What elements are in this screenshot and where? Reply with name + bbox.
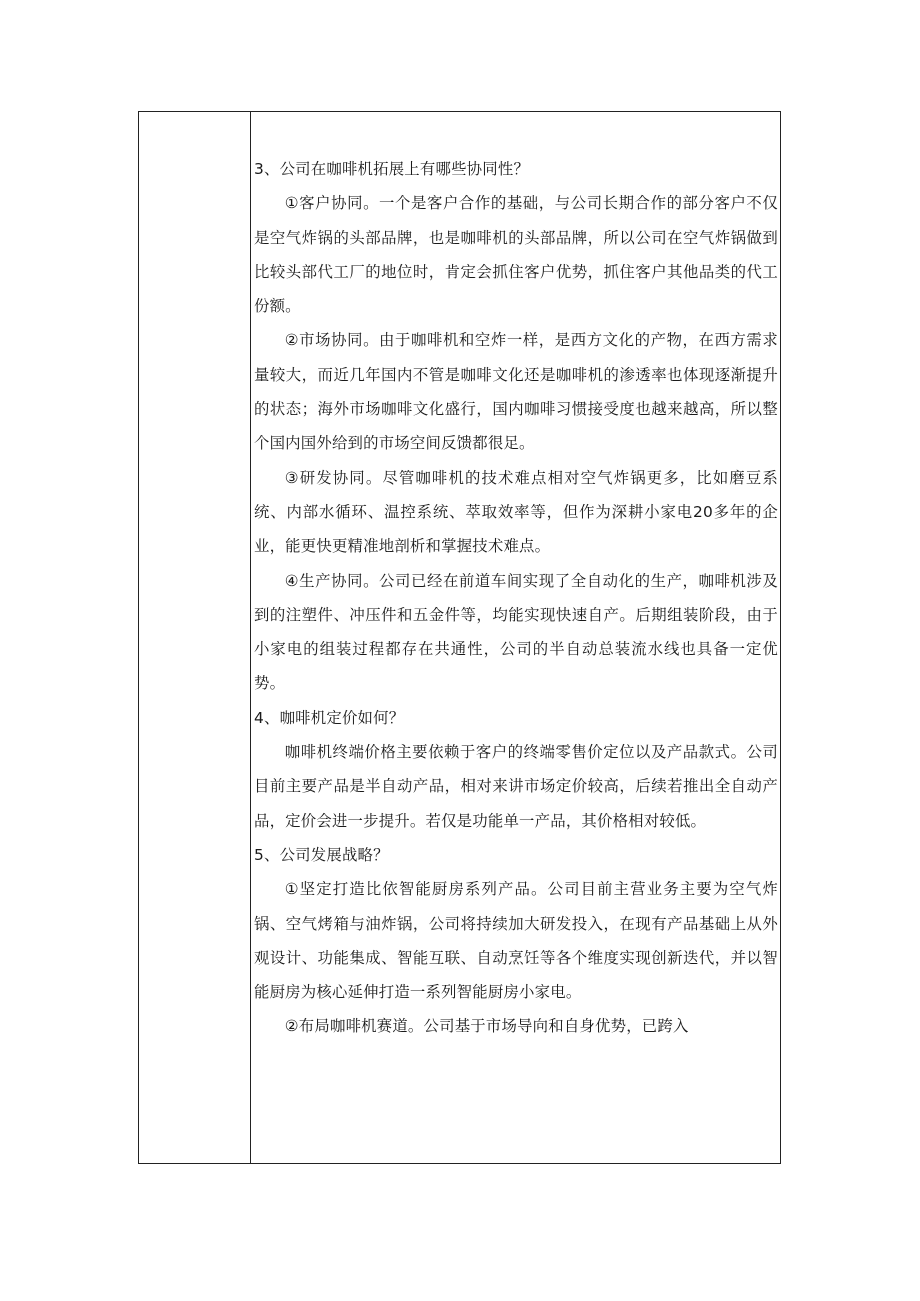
question-heading-5: 5、公司发展战略？ bbox=[254, 845, 389, 864]
document-table bbox=[138, 111, 781, 1164]
answer-paragraph-rd-synergy: ③研发协同。尽管咖啡机的技术难点相对空气炸锅更多，比如磨豆系统、内部水循环、温控系统、萃取效率等，但作为深耕小家电20多年的企业，能更快更精准地剖析和掌握技术难点。 bbox=[254, 468, 778, 556]
answer-paragraph-smart-kitchen: ①坚定打造比依智能厨房系列产品。公司目前主营业务主要为空气炸锅、空气烤箱与油炸锅，公司将持续加大研发投入，在现有产品基础上从外观设计、功能集成、智能互联、自动烹饪等各个维度实现创新迭代，并以智能厨房为核心延伸打造一系列智能厨房小家电。 bbox=[254, 880, 778, 1002]
content-cell bbox=[251, 112, 780, 1163]
answer-paragraph-market-synergy: ②市场协同。由于咖啡机和空炸一样，是西方文化的产物，在西方需求量较大，而近几年国内不管是咖啡文化还是咖啡机的渗透率也体现逐渐提升的状态；海外市场咖啡文化盛行，国内咖啡习惯接受度也越来越高，所以整个国内国外给到的市场空间反馈都很足。 bbox=[254, 331, 778, 453]
answer-paragraph-customer-synergy: ①客户协同。一个是客户合作的基础，与公司长期合作的部分客户不仅是空气炸锅的头部品牌，也是咖啡机的头部品牌，所以公司在空气炸锅做到比较头部代工厂的地位时，肯定会抓住客户优势，抓住客户其他品类的代工份额。 bbox=[254, 194, 778, 316]
answer-paragraph-production-synergy: ④生产协同。公司已经在前道车间实现了全自动化的生产，咖啡机涉及到的注塑件、冲压件和五金件等，均能实现快速自产。后期组装阶段，由于小家电的组装过程都存在共通性，公司的半自动总装流水线也具备一定优势。 bbox=[254, 571, 778, 693]
answer-paragraph-pricing: 咖啡机终端价格主要依赖于客户的终端零售价定位以及产品款式。公司目前主要产品是半自动产品，相对来讲市场定价较高，后续若推出全自动产品，定价会进一步提升。若仅是功能单一产品，其价格相对较低。 bbox=[254, 743, 778, 830]
question-heading-3: 3、公司在咖啡机拓展上有哪些协同性？ bbox=[254, 160, 530, 178]
answer-paragraph-coffee-machine: ②布局咖啡机赛道。公司基于市场导向和自身优势，已跨入 bbox=[284, 1017, 689, 1036]
question-heading-4: 4、咖啡机定价如何？ bbox=[254, 708, 405, 727]
left-column-cell bbox=[139, 112, 251, 1163]
